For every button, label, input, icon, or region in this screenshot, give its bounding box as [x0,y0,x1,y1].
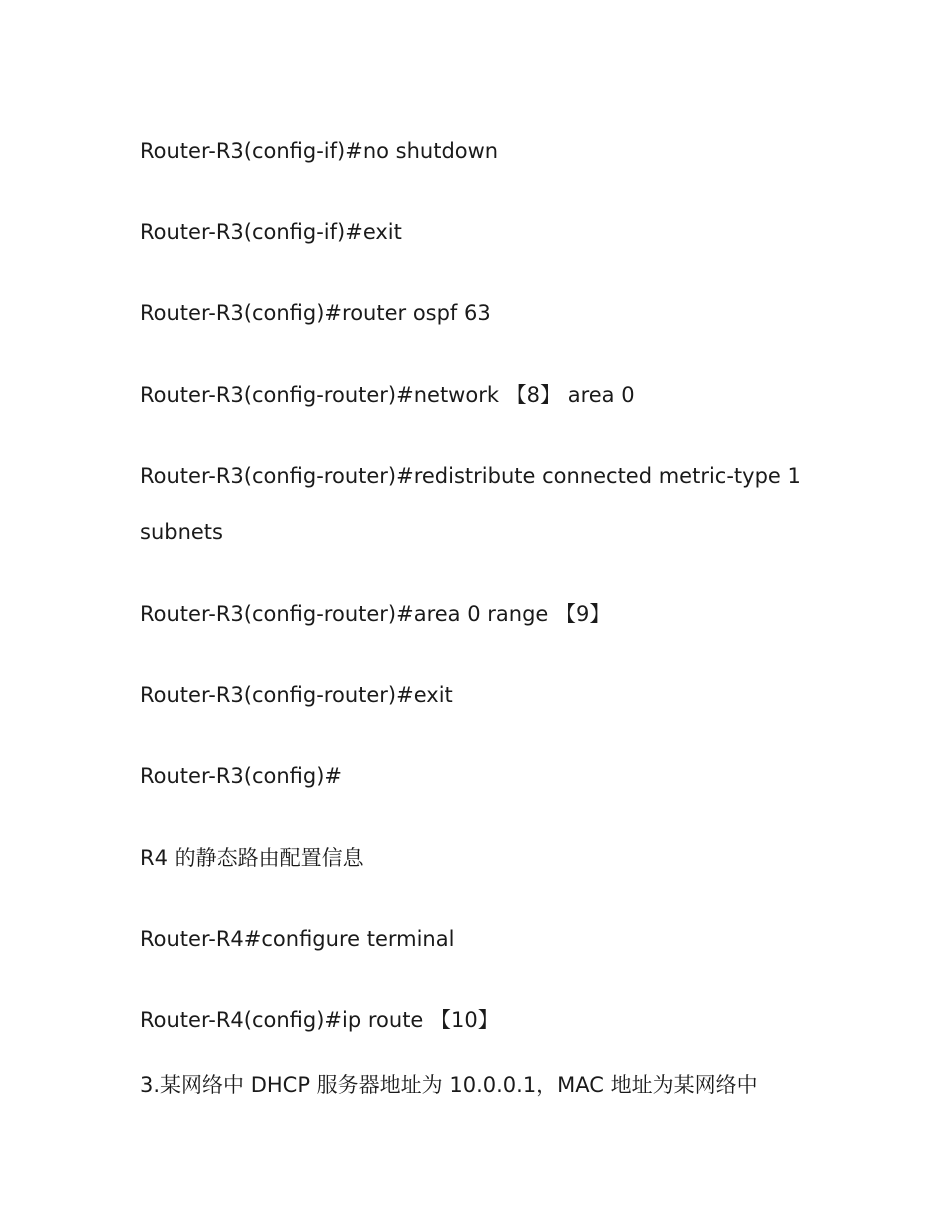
text-line-network: Router-R3(config-router)#network 【8】 area 0 [140,383,635,407]
text-line-redistribute: Router-R3(config-router)#redistribute connected metric-type 1 [140,464,801,488]
text-line-exit-if: Router-R3(config-if)#exit [140,220,402,244]
text-line-no-shutdown: Router-R3(config-if)#no shutdown [140,139,499,163]
text-line-subnets: subnets [140,520,223,544]
text-line-router-ospf: Router-R3(config)#router ospf 63 [140,301,491,325]
text-line-configure-terminal: Router-R4#configure terminal [140,927,455,951]
section-heading-r4-static-route: R4 的静态路由配置信息 [140,846,364,870]
text-line-area-range: Router-R3(config-router)#area 0 range 【9】 [140,602,611,626]
text-line-config-prompt: Router-R3(config)# [140,764,343,788]
question-3-text: 3.某网络中 DHCP 服务器地址为 10.0.0.1，MAC 地址为某网络中 [140,1073,758,1097]
text-line-ip-route: Router-R4(config)#ip route 【10】 [140,1008,499,1032]
text-line-exit-router: Router-R3(config-router)#exit [140,683,453,707]
